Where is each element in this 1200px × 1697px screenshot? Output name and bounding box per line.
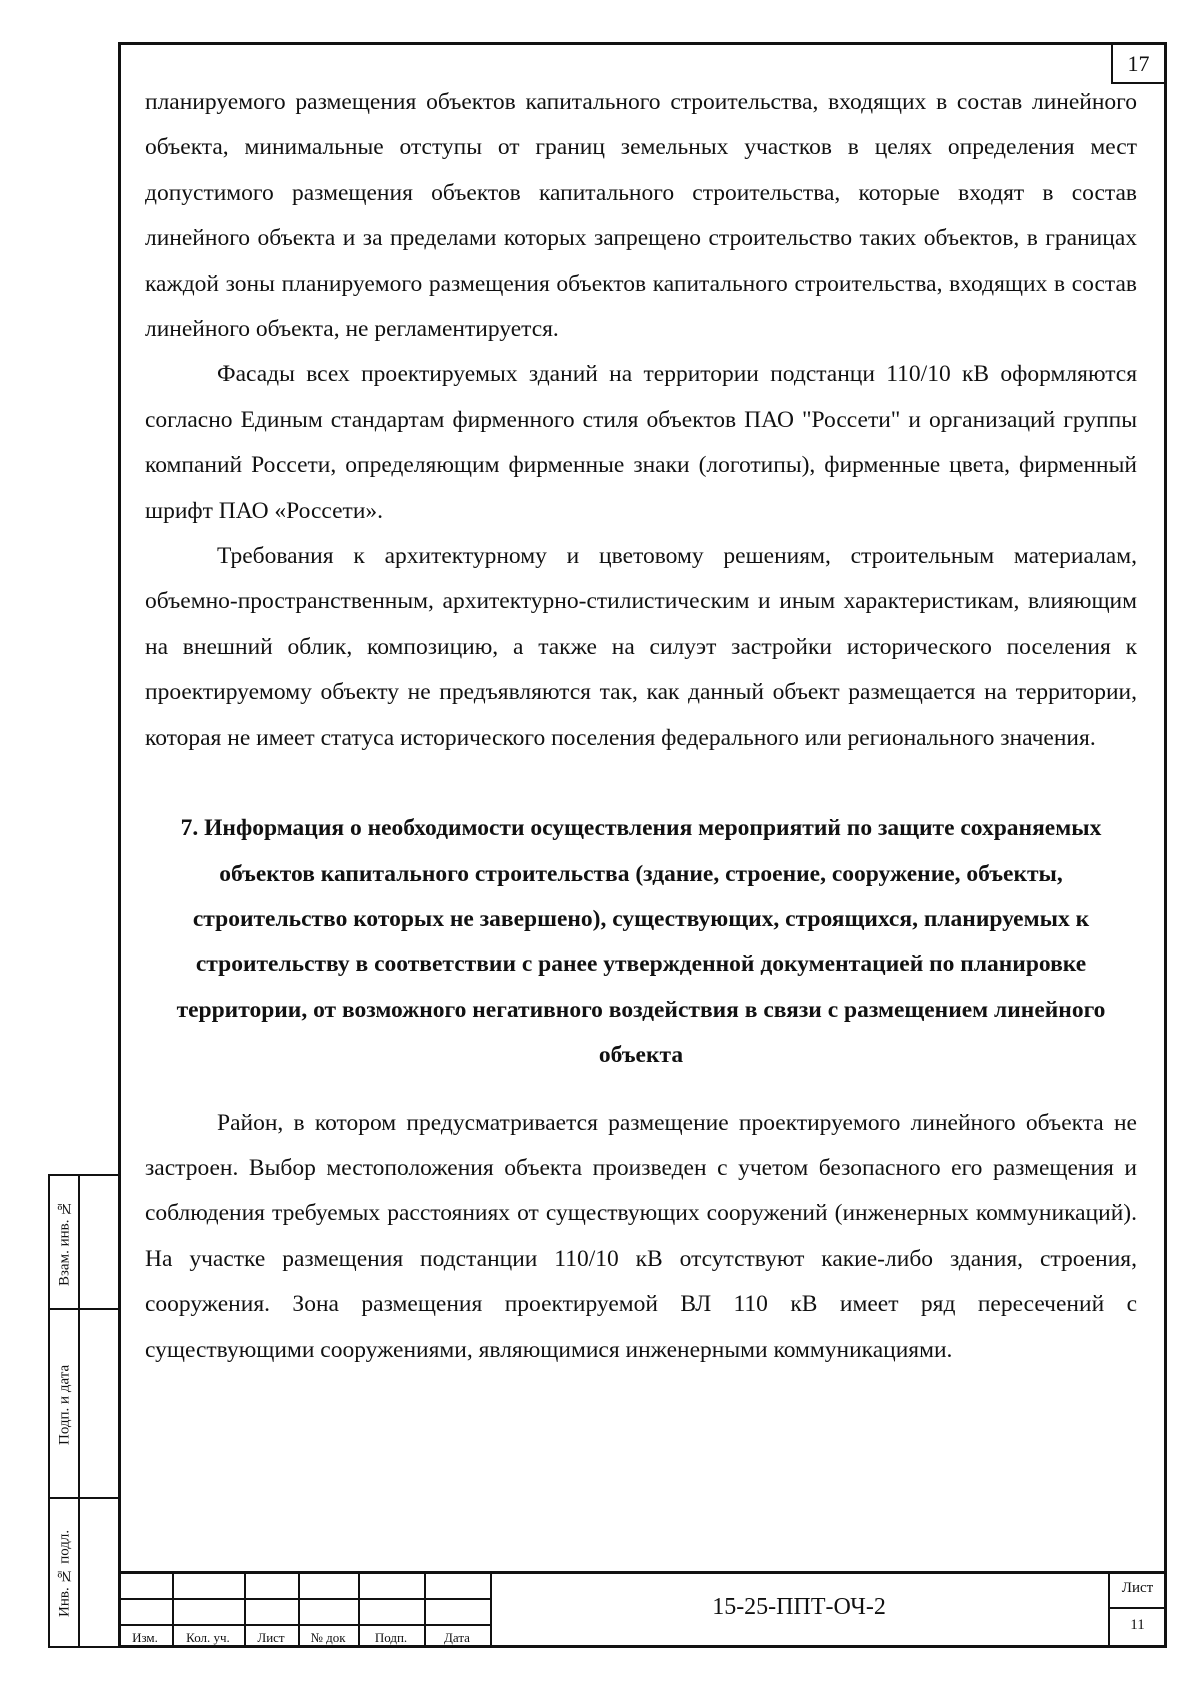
tb-col-list: Лист: [257, 1630, 285, 1645]
sheet-number: 11: [1130, 1617, 1145, 1633]
tb-col-podp: Подп.: [374, 1630, 408, 1645]
paragraph-facades: Фасады всех проектируемых зданий на территории подстанци 110/10 кВ оформляются согласно Единым стандартам фирменного стиля объектов ПАО "Россети" и организаций группы компаний Россети, определяющим фирменные знаки (логотипы), фирменные цвета, фирменный шрифт ПАО «Россети».: [145, 361, 1137, 524]
stamp-strip: [48, 1174, 118, 1648]
tb-col-kol: Кол. уч.: [186, 1630, 230, 1645]
section-paragraph: Район, в котором предусматривается размещение проектируемого линейного объекта не застроен. Выбор местоположения объекта произведен с учетом безопасного его размещения и соблюдения требуемых расстояниях от существующих сооружений (инженерных коммуникаций). На участке размещения подстанции 110/10 кВ отсутствуют какие-либо здания, строения, сооружения. Зона размещения проектируемой ВЛ 110 кВ имеет ряд пересечений с существующими сооружениями, являющимися инженерными коммуникациями.: [145, 1109, 1137, 1363]
tb-col-doc: № док: [310, 1630, 346, 1645]
stamp-vzam-label: Взам. инв. №: [56, 1199, 73, 1287]
paragraph-continued: планируемого размещения объектов капитального строительства, входящих в состав линейного объекта, минимальные отступы от границ земельных участков в целях определения мест допустимого размещения объектов капитального строительства, которые входят в состав линейного объекта и за пределами которых запрещено строительство таких объектов, в границах каждой зоны планируемого размещения объектов капитального строительства, входящих в состав линейного объекта, не регламентируется.: [145, 89, 1137, 343]
stamp-inv-label: Инв. № подл.: [56, 1529, 73, 1618]
title-block: [118, 1571, 1167, 1648]
tb-col-data: Дата: [444, 1630, 470, 1645]
document-code: 15-25-ППТ-ОЧ-2: [712, 1594, 886, 1620]
tb-col-izm: Изм.: [132, 1630, 158, 1645]
page-number: 17: [1111, 42, 1167, 84]
stamp-podp-label: Подп. и дата: [56, 1364, 73, 1445]
sheet-label: Лист: [1121, 1580, 1154, 1596]
section-heading: 7. Информация о необходимости осуществления мероприятий по защите сохраняемых объектов капитального строительства (здание, строение, сооружение, объекты, строительство которых не завершено), существующих, строящихся, планируемых к строительству в соответствии с ранее утвержденной документацией по планировке территории, от возможного негативного воздействия в связи с размещением линейного объекта: [176, 815, 1106, 1069]
document-body: [145, 80, 1137, 1373]
paragraph-requirements: Требования к архитектурному и цветовому решениям, строительным материалам, объемно-пространственным, архитектурно-стилистическим и иным характеристикам, влияющим на внешний облик, композицию, а также на силуэт застройки исторического поселения к проектируемому объекту не предъявляются так, как данный объект размещается на территории, которая не имеет статуса исторического поселения федерального или регионального значения.: [145, 543, 1137, 751]
